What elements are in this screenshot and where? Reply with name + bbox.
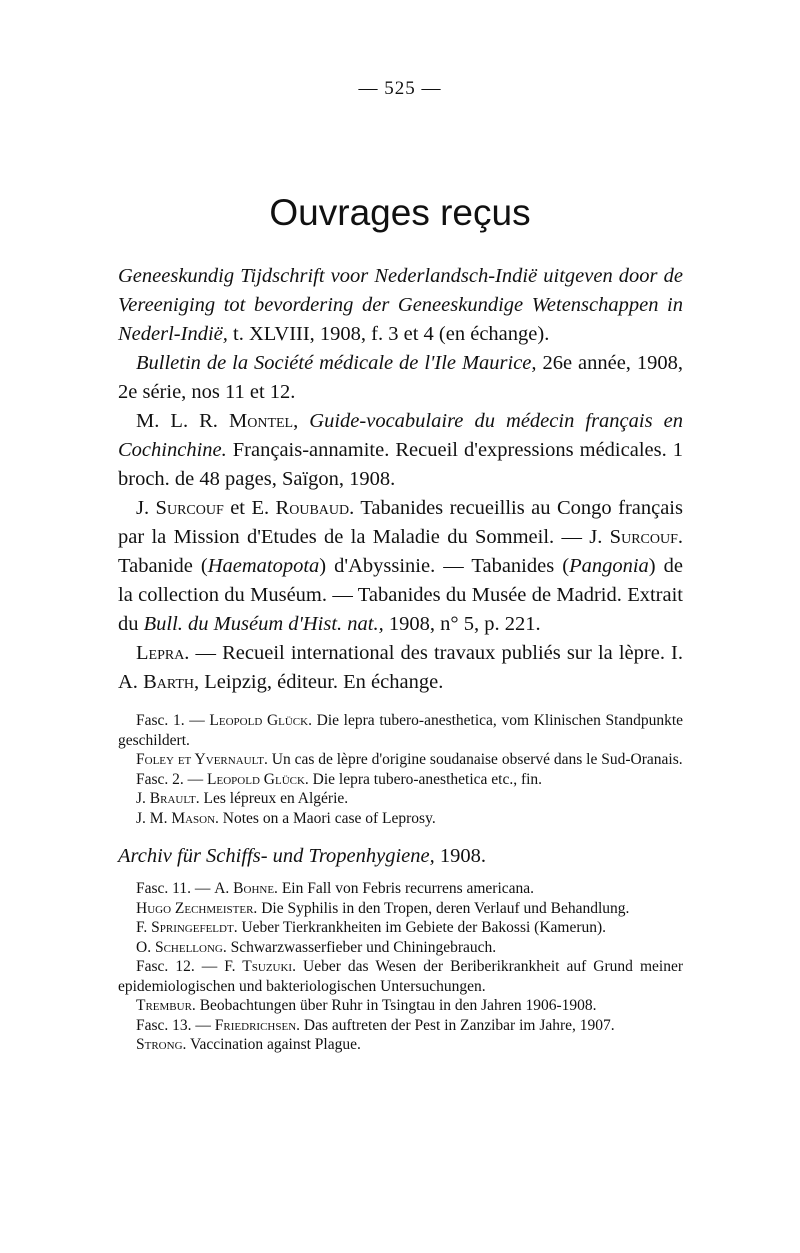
item-text: Ueber Tierkrankheiten im Gebiete der Bakossi (Kamerun). [237,919,607,936]
entry-details: t. XLVIII, 1908, f. 3 et 4 (en échange). [227,323,550,345]
entry-year: 1908. [434,845,486,867]
item-text: Vaccination against Plague. [186,1036,361,1053]
item-text: Beobachtungen über Ruhr in Tsingtau in den Jahren 1906-1908. [195,997,597,1014]
item-text: Die lepra tubero-anesthetica, vom Klinischen Standpunkte geschildert. [118,712,684,749]
list-item [118,809,683,829]
item-fascicle: Fasc. 11. — [136,880,215,897]
entry-title: Geneeskundig Tijdschrift voor Nederlandsch-Indië uitgeven door de Vereeniging tot bevordering der Geneeskundige Wetenschappen in Nederl-Indië, [118,265,683,345]
entry-details: — Recueil international des travaux publiés sur la lèpre. I. A. [118,642,683,693]
page-number: — 525 — [358,78,442,99]
item-fascicle: Fasc. 12. — [136,958,225,975]
item-author: J. Brault. [136,790,200,807]
entry-genus: Haematopota [207,555,320,577]
archiv-contents [118,879,683,1055]
entry-title: Bulletin de la Société médicale de l'Ile Maurice, [136,352,537,374]
entry-title: Lepra. [136,642,190,664]
list-item [118,879,683,899]
item-author: Friedrichsen. [214,1016,301,1034]
item-author: O. Schellong. [136,938,227,956]
list-item [118,789,683,809]
entry-text: Tabanides recueillis au Congo français par la Mission d'Etudes de la Maladie du Sommeil. — [118,497,683,548]
entry-surcouf [118,494,683,639]
item-author: J. M. Mason. [136,809,219,827]
entry-text: 1908, n° 5, p. 221. [383,613,541,635]
entry-bulletin [118,349,683,407]
list-item [118,1035,683,1055]
entry-lepra [118,639,683,697]
item-author: F. Tsuzuki. [224,958,296,975]
item-author: Leopold Glück. [207,770,309,788]
item-text: Les lépreux en Algérie. [199,790,349,807]
list-item [118,957,683,996]
item-fascicle: Fasc. 1. — [136,712,210,729]
item-text: Die lepra tubero-anesthetica etc., fin. [308,770,543,788]
item-text: Notes on a Maori case of Leprosy. [218,809,436,827]
entry-author: Barth, [143,671,200,693]
item-text: Die Syphilis in den Tropen, deren Verlauf und Behandlung. [257,899,630,917]
list-item [118,899,683,919]
entry-details: Français-annamite. Recueil d'expressions médicales. 1 broch. de 48 pages, Saïgon, 1908. [118,439,683,490]
entry-details: Leipzig, éditeur. En échange. [199,671,444,693]
item-author: F. Springefeldt. [136,919,238,936]
list-item [118,1016,683,1036]
entry-title: Guide-vocabulaire du médecin français en Cochinchine. [118,410,683,461]
entry-text: ) de la collection du Muséum. — Tabanides du Musée de Madrid. Extrait du [118,555,683,635]
item-text: Das auftreten der Pest in Zanzibar im Jahre, 1907. [300,1016,615,1034]
list-item [118,770,683,790]
item-author: Foley et Yvernault. [136,751,268,768]
content [118,262,683,1055]
entry-genus: Pangonia [569,555,649,577]
list-item [118,938,683,958]
main-entries [118,262,683,697]
item-text: Ueber das Wesen der Beriberikrankheit auf Grund meiner epidemiologischen und bakteriologischen Untersuchungen. [118,958,683,995]
item-author: A. Bohne. [214,880,278,897]
item-fascicle: Fasc. 2. — [136,770,208,788]
list-item [118,918,683,938]
entry-author: J. Surcouf [136,497,224,519]
entry-text: ) d'Abyssinie. — Tabanides ( [319,555,570,577]
item-author: Hugo Zechmeister. [136,899,258,917]
section-heading: Ouvrages reçus [269,192,531,233]
entry-title: Archiv für Schiffs- und Tropenhygiene, [118,845,435,867]
entry-geneeskundig [118,262,683,349]
item-text: Schwarzwasserfieber und Chiningebrauch. [226,938,497,956]
item-text: Ein Fall von Febris recurrens americana. [277,880,535,897]
entry-text: Tabanide ( [118,555,208,577]
list-item [118,996,683,1016]
list-item [118,711,683,750]
item-author: Trembur. [136,997,196,1014]
list-item [118,750,683,770]
entry-montel [118,407,683,494]
entry-archiv [118,842,683,871]
item-text: Un cas de lèpre d'origine soudanaise observé dans le Sud-Oranais. [267,751,683,768]
entry-details: 26e année, 1908, 2e série, nos 11 et 12. [118,352,683,403]
item-author: Strong. [136,1036,187,1053]
item-fascicle: Fasc. 13. — [136,1016,215,1034]
item-author: Leopold Glück. [209,712,312,729]
entry-author: E. Roubaud. [251,497,355,519]
entry-journal: Bull. du Muséum d'Hist. nat., [143,613,384,635]
entry-text: et [223,497,252,519]
lepra-contents [118,711,683,828]
entry-author: J. Surcouf. [589,526,684,548]
entry-author: M. L. R. Montel, [136,410,299,432]
